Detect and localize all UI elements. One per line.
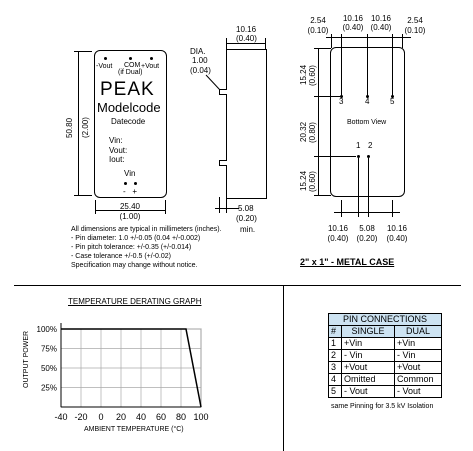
x-tick-label: 100 (193, 412, 209, 422)
model-code: Modelcode (97, 100, 161, 115)
derating-title: TEMPERATURE DERATING GRAPH (68, 297, 202, 306)
bottom-bottom-dimension-tick (392, 200, 393, 217)
bottom-bottom-dim-in: (0.40) (327, 234, 349, 243)
bottom-top-dim-in: (0.40) (342, 23, 364, 32)
pin-table-row (329, 386, 442, 398)
pin-table-row (329, 374, 442, 386)
case-label: 2" x 1" - METAL CASE (300, 257, 395, 267)
bottom-bottom-dimension-tick (368, 158, 369, 217)
bottom-left-dim-in: (0.60) (308, 171, 317, 192)
bottom-left-dimension-line (318, 48, 319, 196)
bottom-left-dimension-tick (314, 195, 331, 196)
pin-label-if-dual: (if Dual) (118, 69, 143, 76)
x-tick-label: 80 (175, 412, 187, 422)
x-tick-label: 0 (98, 412, 104, 422)
pin-dual-cell: Common (395, 374, 442, 386)
bottom-left-dim-mm: 15.24 (299, 64, 308, 85)
pin-connections-table (328, 313, 442, 398)
pin-dual-cell: - Vout (395, 386, 442, 398)
note-line: Specification may change without notice. (71, 262, 198, 269)
pin-table-header: DUAL (395, 326, 442, 338)
width-dimension-in: (1.00) (119, 212, 141, 221)
y-tick-label: 100% (36, 325, 57, 334)
bottom-top-dim-mm: 2.54 (310, 16, 326, 25)
bottom-left-dimension-tick (314, 96, 340, 97)
field-iout: Iout: (109, 155, 125, 164)
bottom-bottom-dim-in: (0.40) (386, 234, 408, 243)
pin-diameter-label: DIA. (190, 47, 206, 56)
pin-dual-cell: +Vin (395, 338, 442, 350)
pin-label-plus-vout: +Vout (141, 63, 160, 70)
pin-number-cell: 2 (329, 350, 342, 362)
bottom-top-dim-in: (0.10) (307, 26, 329, 35)
bottom-top-dim-in: (0.40) (370, 23, 392, 32)
datecode: Datecode (111, 117, 146, 126)
y-tick-label: 75% (40, 344, 57, 354)
x-tick-label: 40 (135, 412, 147, 422)
pin-number: 2 (368, 141, 373, 150)
pin-single-cell: - Vin (342, 350, 395, 362)
derating-ylabel: OUTPUT POWER (23, 330, 30, 388)
bottom-top-dimension-tick (341, 34, 342, 98)
bottom-left-dim-in: (0.80) (308, 122, 317, 143)
width-dimension-mm: 25.40 (119, 202, 141, 211)
pin-table-header: SINGLE (342, 326, 395, 338)
pin-number: 4 (365, 97, 370, 106)
bottom-top-dim-mm: 10.16 (370, 14, 392, 23)
pin-dual-cell: - Vin (395, 350, 442, 362)
note-line: - Pin pitch tolerance: +/-0.35 (+/-0.014) (71, 244, 192, 251)
side-bottom-dimension-note: min. (240, 225, 256, 234)
pin-dual-cell: +Vout (395, 362, 442, 374)
pin-table-row (329, 362, 442, 374)
bottom-top-dim-mm: 2.54 (407, 16, 423, 25)
brand-logo: PEAK (100, 79, 155, 100)
bottom-top-dimension-tick (367, 34, 368, 98)
height-dimension-in: (2.00) (81, 117, 90, 138)
side-top-dimension-mm: 10.16 (236, 25, 257, 34)
bottom-top-dimension-tick (331, 34, 332, 48)
bottom-left-dimension-tick (314, 156, 356, 157)
bottom-top-dim-mm: 10.16 (342, 14, 364, 23)
side-bottom-dimension-in: (0.20) (236, 214, 257, 223)
x-tick-label: -20 (74, 412, 88, 422)
note-line: All dimensions are typical in millimeters (inches). (71, 226, 222, 233)
bottom-bottom-dimension-line (334, 212, 400, 213)
bottom-bottom-dimension-tick (341, 200, 342, 217)
pin-number-cell: 4 (329, 374, 342, 386)
x-tick-label: -40 (54, 412, 68, 422)
y-tick-label: 25% (40, 383, 57, 393)
bottom-left-dim-mm: 15.24 (299, 170, 308, 191)
y-tick-label: 50% (40, 364, 57, 373)
bottom-top-dim-in: (0.10) (404, 26, 426, 35)
bottom-bottom-dim-mm: 10.16 (386, 224, 408, 233)
pin-number: 3 (339, 97, 344, 106)
section-divider-vertical (283, 285, 284, 451)
pin-label-minus-vout: -Vout (96, 63, 113, 70)
note-line: - Pin diameter: 1.0 +/-0.05 (0.04 +/-0.002) (71, 235, 201, 242)
pin-table-note: same Pinning for 3.5 kV Isolation (331, 403, 434, 410)
field-vout: Vout: (109, 146, 128, 155)
pin-label-com: COM (124, 62, 141, 69)
bottom-bottom-dim-mm: 10.16 (327, 224, 349, 233)
pin-diameter-in: (0.04) (190, 66, 211, 75)
bottom-top-dimension-line (326, 37, 411, 38)
bottom-bottom-dimension-tick (358, 158, 359, 217)
pin-single-cell: +Vout (342, 362, 395, 374)
note-line: - Case tolerance +/-0.5 (+/-0.02) (71, 253, 171, 260)
pin-table-header: # (329, 326, 342, 338)
bottom-bottom-dim-mm: 5.08 (359, 224, 375, 233)
pin-single-cell: Omitted (342, 374, 395, 386)
pin-diameter-mm: 1.00 (192, 56, 208, 65)
pin-number: 5 (390, 97, 395, 106)
pin-table-row (329, 338, 442, 350)
bottom-view-label: Bottom View (347, 119, 387, 126)
bottom-top-dimension-tick (402, 34, 403, 48)
pin-number: 1 (356, 141, 361, 150)
vin-label: Vin (124, 169, 136, 178)
side-top-dimension-in: (0.40) (236, 34, 257, 43)
bottom-left-dim-in: (0.60) (308, 65, 317, 86)
pin-number-cell: 5 (329, 386, 342, 398)
pin-table-title: PIN CONNECTIONS (329, 314, 442, 326)
bottom-left-dimension-tick (314, 48, 331, 49)
field-vin: Vin: (109, 136, 123, 145)
pin-single-cell: +Vin (342, 338, 395, 350)
pin-table-row (329, 350, 442, 362)
vin-signs: - + (123, 187, 138, 196)
pin-number-cell: 1 (329, 338, 342, 350)
x-tick-label: 20 (115, 412, 127, 422)
derating-xlabel: AMBIENT TEMPERATURE (°C) (84, 426, 184, 433)
side-bottom-dimension-mm: 5.08 (238, 204, 254, 213)
height-dimension-mm: 50.80 (65, 117, 74, 138)
bottom-top-dimension-tick (392, 34, 393, 98)
bottom-bottom-dim-in: (0.20) (356, 234, 378, 243)
bottom-left-dim-mm: 20.32 (299, 121, 308, 142)
pin-single-cell: - Vout (342, 386, 395, 398)
x-tick-label: 60 (155, 412, 167, 422)
pin-number-cell: 3 (329, 362, 342, 374)
